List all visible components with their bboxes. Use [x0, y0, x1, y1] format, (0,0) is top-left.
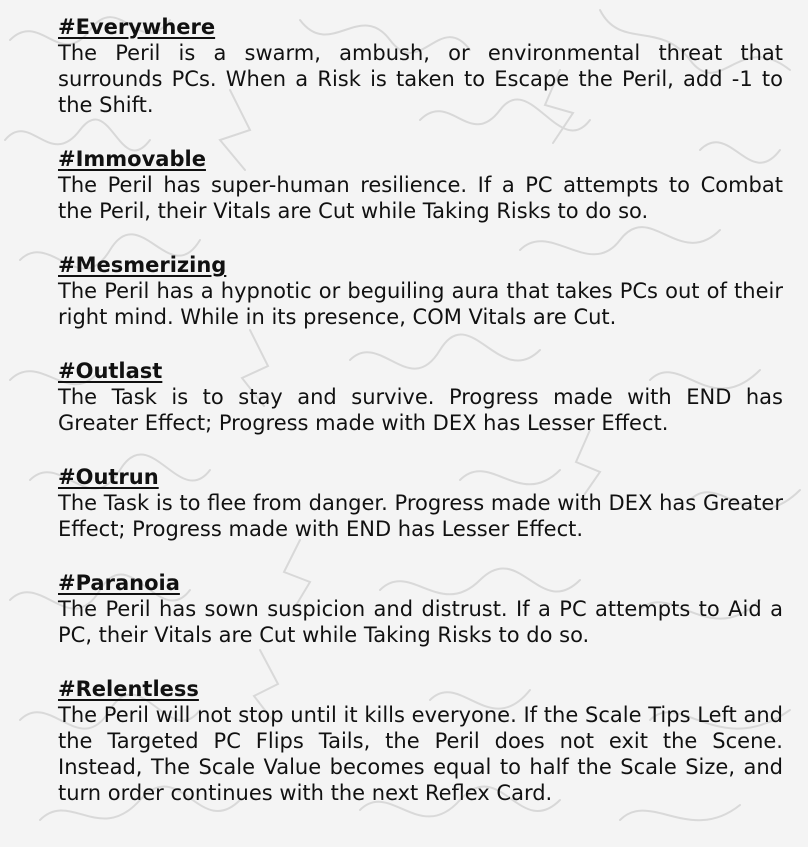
- trait-everywhere: [58, 14, 783, 118]
- trait-outlast: [58, 358, 783, 436]
- trait-heading: #Immovable: [58, 147, 206, 171]
- trait-description: The Peril has super-human resilience. If a PC attempts to Combat the Peril, their Vitals are Cut while Taking Risks to do so.: [58, 173, 783, 223]
- trait-paranoia: [58, 570, 783, 648]
- trait-heading: #Mesmerizing: [58, 253, 227, 277]
- trait-relentless: [58, 676, 783, 806]
- trait-description: The Peril is a swarm, ambush, or environmental threat that surrounds PCs. When a Risk is taken to Escape the Peril, add -1 to the Shift.: [58, 41, 783, 117]
- trait-heading: #Outrun: [58, 465, 159, 489]
- trait-heading: #Everywhere: [58, 15, 216, 39]
- trait-description: The Peril will not stop until it kills everyone. If the Scale Tips Left and the Targeted PC Flips Tails, the Peril does not exit the Scene. Instead, The Scale Value becomes equal to half the Scale Size, and turn order continues with the next Reflex Card.: [58, 703, 783, 805]
- trait-heading: #Paranoia: [58, 571, 180, 595]
- trait-description: The Task is to stay and survive. Progress made with END has Greater Effect; Progress made with DEX has Lesser Effect.: [58, 385, 783, 435]
- trait-description: The Peril has sown suspicion and distrust. If a PC attempts to Aid a PC, their Vitals are Cut while Taking Risks to do so.: [58, 597, 783, 647]
- trait-description: The Peril has a hypnotic or beguiling aura that takes PCs out of their right mind. While in its presence, COM Vitals are Cut.: [58, 279, 783, 329]
- trait-heading: #Outlast: [58, 359, 163, 383]
- trait-mesmerizing: [58, 252, 783, 330]
- traits-list: [58, 14, 783, 834]
- trait-heading: #Relentless: [58, 677, 199, 701]
- trait-outrun: [58, 464, 783, 542]
- trait-immovable: [58, 146, 783, 224]
- trait-description: The Task is to flee from danger. Progress made with DEX has Greater Effect; Progress made with END has Lesser Effect.: [58, 491, 783, 541]
